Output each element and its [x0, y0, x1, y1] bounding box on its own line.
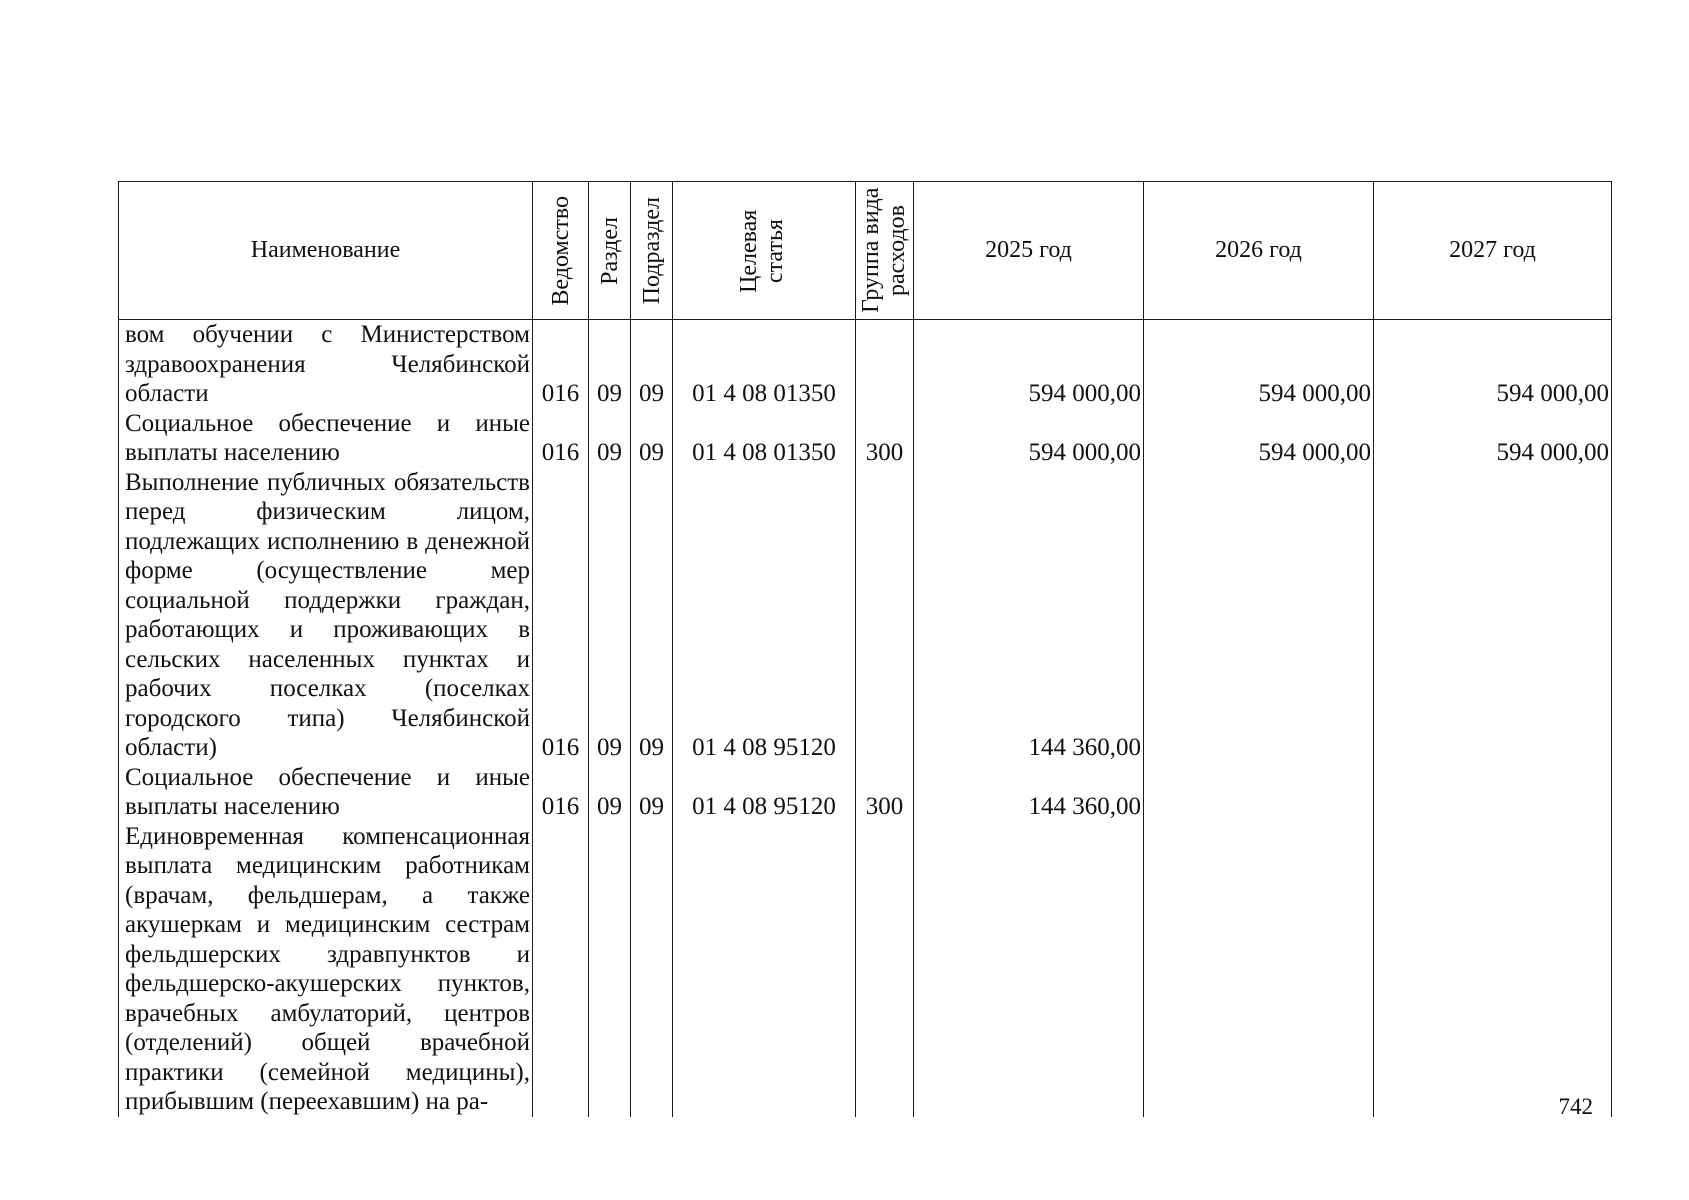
header-year-2027: 2027 год: [1374, 182, 1612, 320]
header-target-article-label: Целевая статья: [736, 208, 788, 293]
row-department: 016: [533, 320, 589, 409]
row-expense-group: 300: [856, 763, 914, 822]
row-department: 016: [533, 763, 589, 822]
header-subsection-label: Подраздел: [638, 196, 665, 305]
header-subsection: [631, 182, 673, 320]
row-department: 016: [533, 468, 589, 763]
row-section: 09: [589, 763, 631, 822]
row-subsection: [631, 822, 673, 1117]
row-expense-group: 300: [856, 409, 914, 468]
row-name: Социальное обеспечение и иные выплаты населению: [119, 409, 533, 468]
row-department: 016: [533, 409, 589, 468]
header-section: [589, 182, 631, 320]
row-target-article: 01 4 08 95120: [673, 763, 856, 822]
row-amount-2026: [1144, 763, 1374, 822]
header-year-2025: 2025 год: [914, 182, 1144, 320]
table-row: [119, 409, 1612, 468]
table-row: [119, 468, 1612, 763]
row-target-article: 01 4 08 01350: [673, 320, 856, 409]
header-department-label: Ведомство: [547, 195, 574, 306]
row-amount-2025: 594 000,00: [914, 409, 1144, 468]
row-amount-2027: 594 000,00: [1374, 320, 1612, 409]
row-amount-2025: 144 360,00: [914, 468, 1144, 763]
table-row: [119, 822, 1612, 1117]
header-section-label: Раздел: [596, 216, 623, 285]
page-number: 742: [1558, 1094, 1593, 1119]
row-amount-2025: 144 360,00: [914, 763, 1144, 822]
row-name: Социальное обеспечение и иные выплаты населению: [119, 763, 533, 822]
header-expense-group: [856, 182, 914, 320]
table-row: [119, 320, 1612, 409]
header-row: [119, 182, 1612, 320]
table-row: [119, 763, 1612, 822]
header-name: Наименование: [119, 182, 533, 320]
row-amount-2025: [914, 822, 1144, 1117]
row-amount-2027: [1374, 763, 1612, 822]
row-amount-2026: [1144, 468, 1374, 763]
row-amount-2026: 594 000,00: [1144, 409, 1374, 468]
row-amount-2026: 594 000,00: [1144, 320, 1374, 409]
row-name: Единовременная компенсационная выплата медицинским работникам (врачам, фельдшерам, а также акушеркам и медицинским сестрам фельдшерских здравпунктов и фельдшерско-акушерских пунктов, врачебных амбулаторий, центров (отделений) общей врачебной практики (семейной медицины), прибывшим (переехавшим) на ра-: [119, 822, 533, 1117]
row-expense-group: [856, 822, 914, 1117]
row-subsection: 09: [631, 320, 673, 409]
row-section: 09: [589, 468, 631, 763]
row-name: вом обучении с Министерством здравоохранения Челябинской области: [119, 320, 533, 409]
row-section: 09: [589, 320, 631, 409]
row-amount-2025: 594 000,00: [914, 320, 1144, 409]
row-name: Выполнение публичных обязательств перед физическим лицом, подлежащих исполнению в денежной форме (осуществление мер социальной поддержки граждан, работающих и проживающих в сельских населенных пунктах и рабочих поселках (поселках городского типа) Челябинской области): [119, 468, 533, 763]
row-subsection: 09: [631, 468, 673, 763]
row-target-article: 01 4 08 95120: [673, 468, 856, 763]
header-department: [533, 182, 589, 320]
row-expense-group: [856, 320, 914, 409]
budget-table: [118, 181, 1612, 1117]
row-department: [533, 822, 589, 1117]
row-amount-2027: [1374, 822, 1612, 1117]
row-amount-2027: [1374, 468, 1612, 763]
row-subsection: 09: [631, 409, 673, 468]
row-subsection: 09: [631, 763, 673, 822]
row-section: [589, 822, 631, 1117]
row-amount-2026: [1144, 822, 1374, 1117]
row-expense-group: [856, 468, 914, 763]
row-target-article: 01 4 08 01350: [673, 409, 856, 468]
row-amount-2027: 594 000,00: [1374, 409, 1612, 468]
header-target-article: [673, 182, 856, 320]
header-year-2026: 2026 год: [1144, 182, 1374, 320]
row-target-article: [673, 822, 856, 1117]
header-expense-group-label: Группа вида расходов: [857, 187, 910, 314]
row-section: 09: [589, 409, 631, 468]
